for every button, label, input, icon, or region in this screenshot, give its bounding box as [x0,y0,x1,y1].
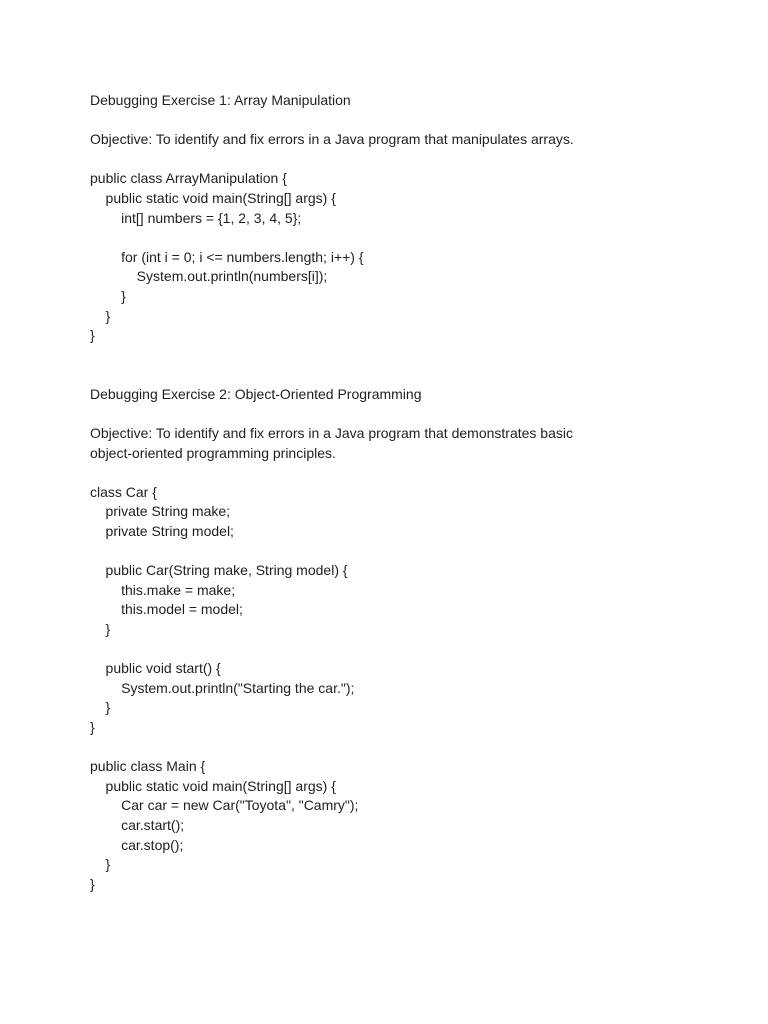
code-line: public static void main(String[] args) { [90,777,336,794]
document-page [90,91,730,894]
exercise-2-objective-line-1: Objective: To identify and fix errors in a Java program that demonstrates basic [90,425,573,442]
code-line: } [90,621,111,638]
code-line: public class Main { [90,758,206,775]
code-line: } [90,856,111,873]
code-line: public static void main(String[] args) { [90,189,336,206]
code-line: } [90,327,95,344]
code-line: this.make = make; [90,581,236,598]
spacer [90,463,730,483]
code-line: int[] numbers = {1, 2, 3, 4, 5}; [90,209,302,226]
exercise-1-code-block [90,169,730,345]
code-line: for (int i = 0; i <= numbers.length; i++) { [90,248,364,265]
code-line: public class ArrayManipulation { [90,170,287,187]
code-line: } [90,719,95,735]
code-line: System.out.println(numbers[i]); [90,268,328,285]
spacer [90,405,730,425]
exercise-1-objective: Objective: To identify and fix errors in a Java program that manipulates arrays. [90,131,574,148]
code-line: public Car(String make, String model) { [90,562,348,579]
exercise-1-title: Debugging Exercise 1: Array Manipulation [90,92,351,108]
code-line: } [90,287,126,304]
code-line: car.stop(); [90,836,184,853]
exercise-2-code-block [90,483,730,894]
code-line: private String make; [90,503,231,520]
spacer [90,111,730,131]
code-line: private String model; [90,523,234,540]
code-line: Car car = new Car("Toyota", "Camry"); [90,797,359,814]
code-line [90,738,730,758]
code-line [90,640,730,660]
code-line [90,228,730,248]
spacer [90,346,730,385]
code-line: class Car { [90,483,157,500]
code-line: car.start(); [90,816,185,833]
exercise-2-objective-line-2: object-oriented programming principles. [90,444,336,461]
exercise-2-title: Debugging Exercise 2: Object-Oriented Programming [90,385,422,402]
code-line: } [90,307,111,324]
code-line: System.out.println("Starting the car."); [90,679,355,696]
code-line: } [90,875,95,892]
code-line [90,542,730,562]
code-line: this.model = model; [90,601,243,618]
code-line: } [90,699,111,716]
code-line: public void start() { [90,660,221,677]
spacer [90,150,730,170]
